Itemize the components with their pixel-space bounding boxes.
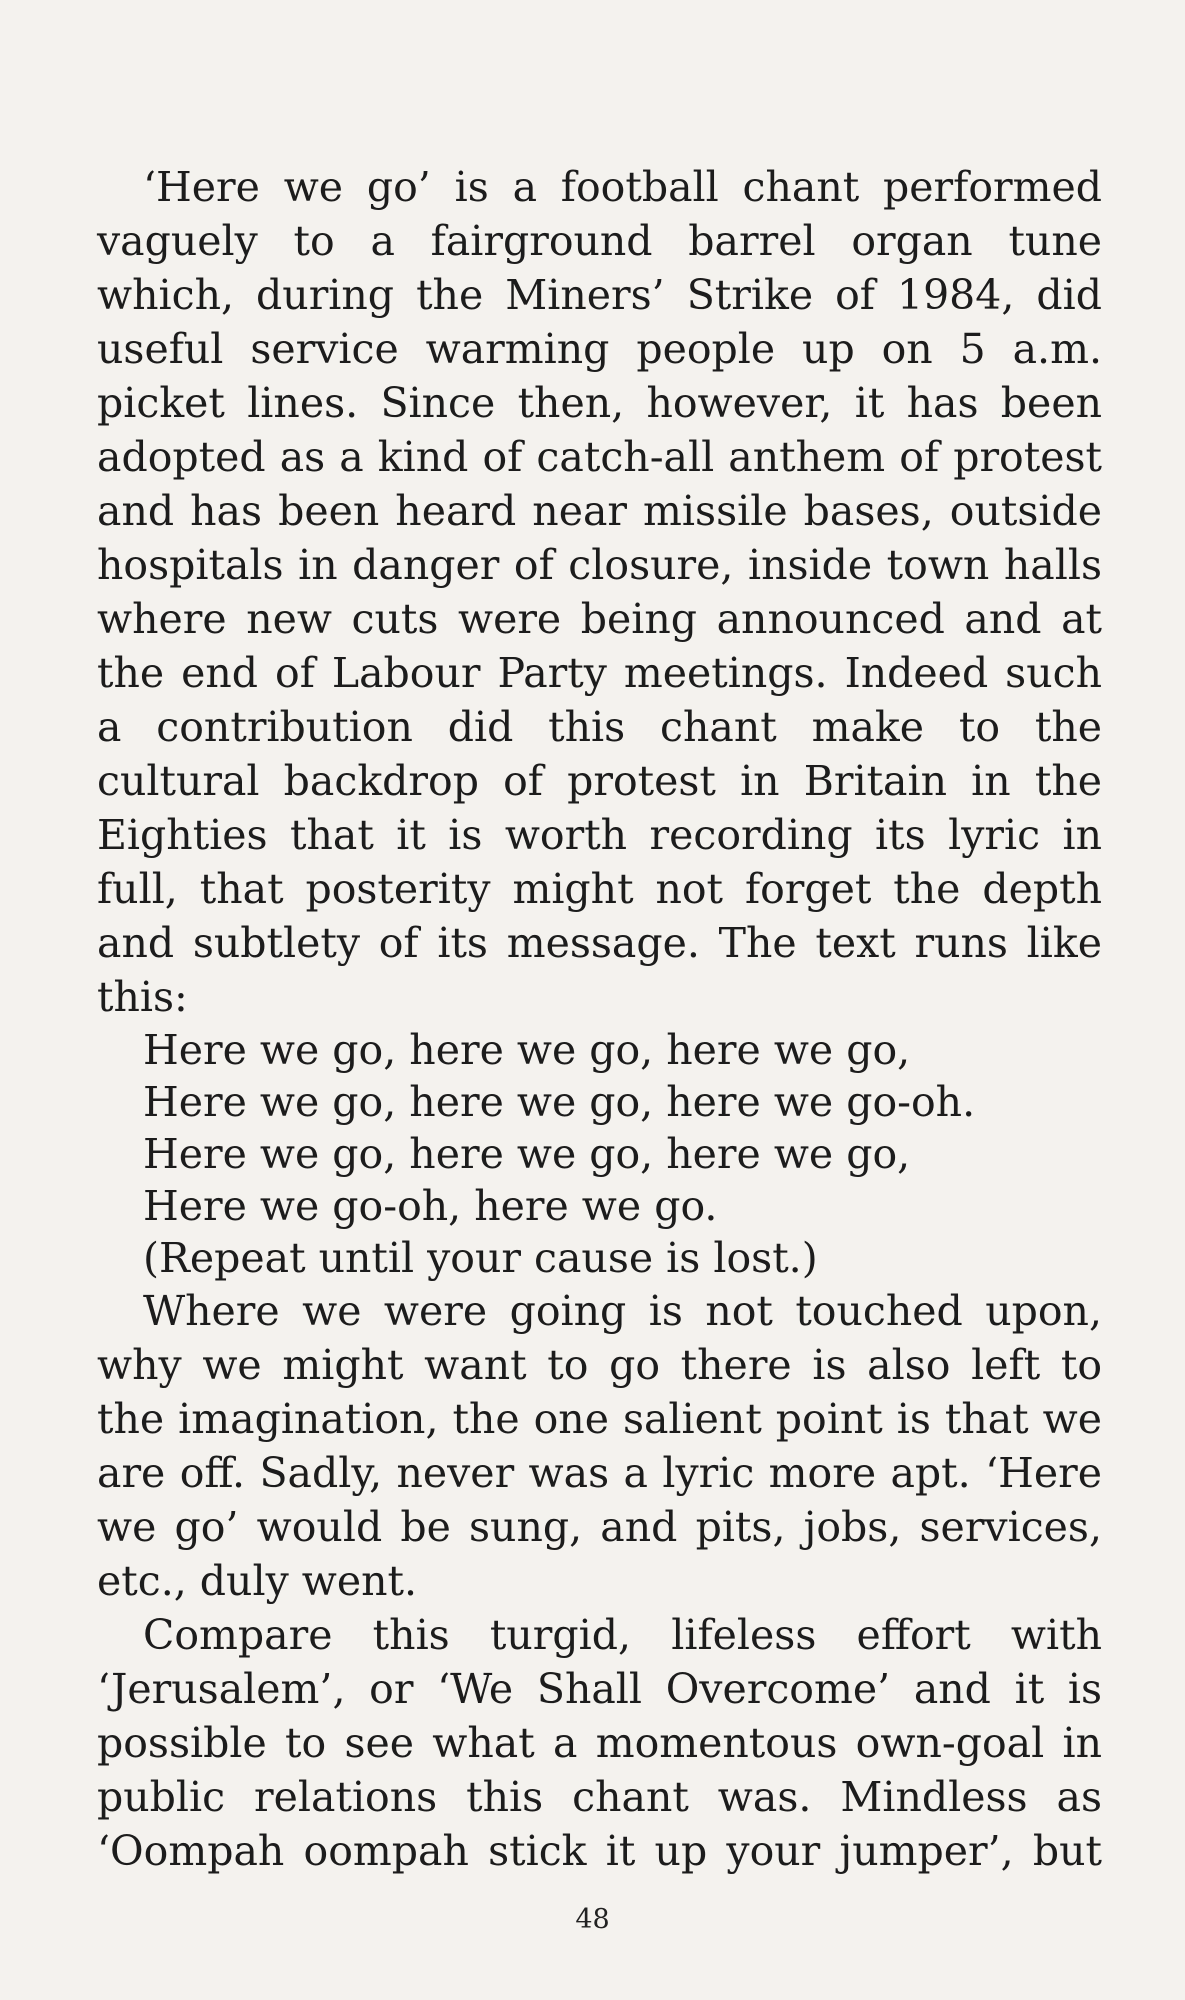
lyric-block <box>97 1024 1102 1284</box>
lyric-line-3: Here we go, here we go, here we go, <box>143 1130 911 1178</box>
paragraph-2: Where we were going is not touched upon, why we might want to go there is also left to the imagination, the one salient point is that we are off. Sadly, never was a lyric more apt. ‘Here we go’ would be sung, and pits, jobs, services, etc., duly went. <box>97 1287 1102 1605</box>
paragraph-1: ‘Here we go’ is a football chant performed vaguely to a fairground barrel organ tune which, during the Miners’ Strike of 1984, did useful service warming people up on 5 a.m. picket lines. Since then, however, it has been adopted as a kind of catch-all anthem of protest and has been heard near missile bases, outside hospitals in danger of closure, inside town halls where new cuts were being announced and at the end of Labour Party meetings. Indeed such a contribution did this chant make to the cultural backdrop of protest in Britain in the Eighties that it is worth recording its lyric in full, that posterity might not forget the depth and subtlety of its message. The text runs like this: <box>97 163 1102 1021</box>
lyric-line-4: Here we go-oh, here we go. <box>143 1182 718 1230</box>
lyric-line-2: Here we go, here we go, here we go-oh. <box>143 1078 976 1126</box>
page-number: 48 <box>575 1904 610 1935</box>
page-body <box>97 160 1102 1878</box>
paragraph-3: Compare this turgid, lifeless effort with ‘Jerusalem’, or ‘We Shall Overcome’ and it is possible to see what a momentous own-goal in public relations this chant was. Mindless as ‘Oompah oompah stick it up your jumper’, but <box>97 1611 1102 1875</box>
lyric-repeat-note: (Repeat until your cause is lost.) <box>143 1234 818 1282</box>
lyric-line-1: Here we go, here we go, here we go, <box>143 1026 911 1074</box>
